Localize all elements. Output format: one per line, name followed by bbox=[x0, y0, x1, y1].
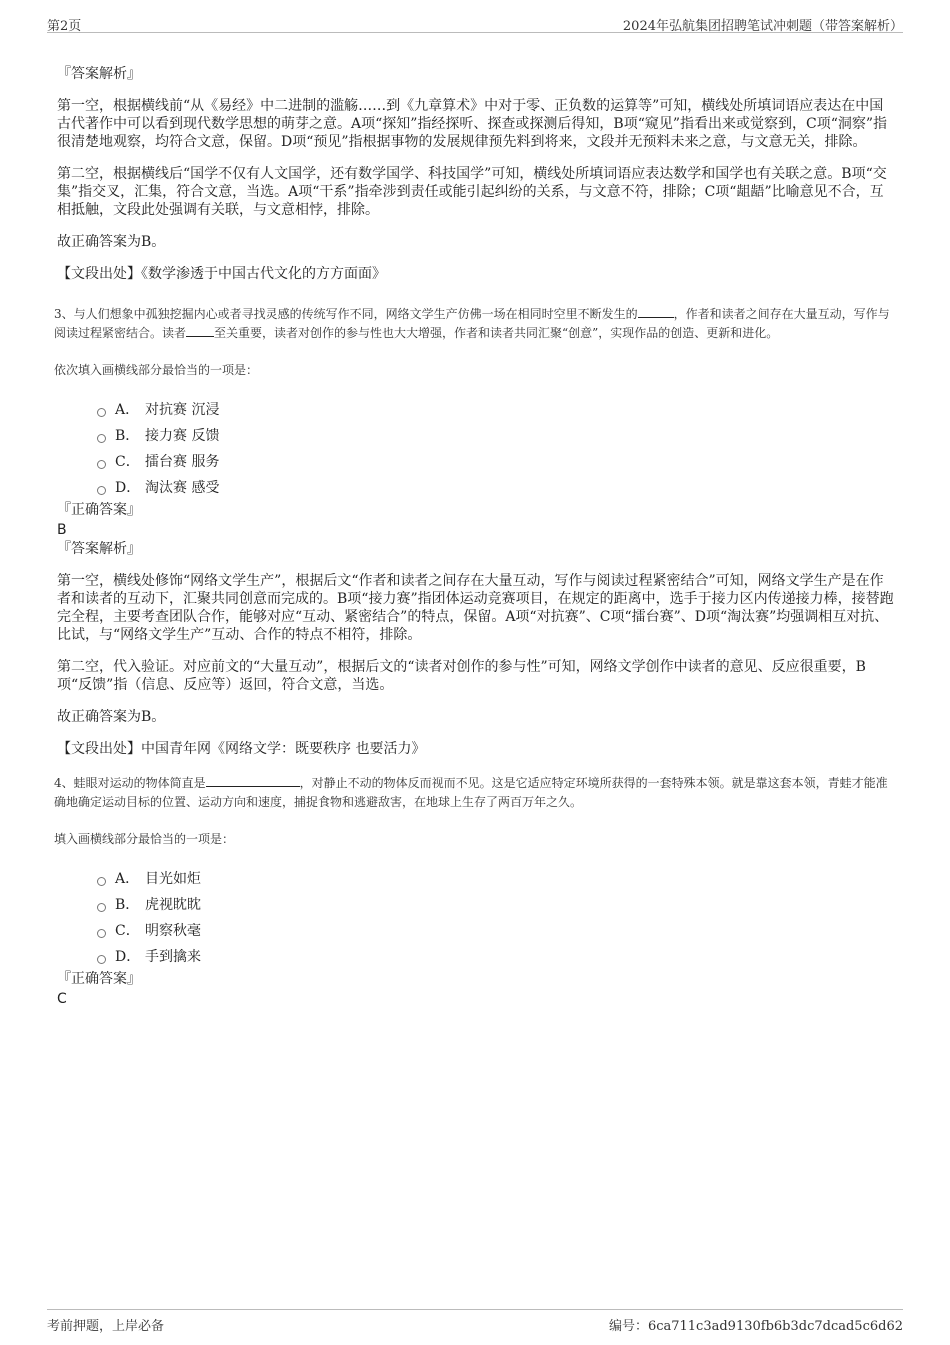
option-d[interactable]: D． 手到擒来 bbox=[57, 944, 897, 970]
radio-button[interactable] bbox=[97, 434, 106, 443]
option-b[interactable]: B． 接力赛 反馈 bbox=[57, 423, 897, 449]
source-citation: 【文段出处】《数学渗透于中国古代文化的方方面面》 bbox=[57, 266, 386, 282]
page-header bbox=[47, 12, 903, 33]
page-footer bbox=[47, 1309, 903, 1334]
analysis-label: 『答案解析』 bbox=[57, 541, 141, 557]
document-title: 2024年弘航集团招聘笔试冲刺题（带答案解析） bbox=[622, 19, 903, 34]
question-stem: 4、蛙眼对运动的物体简直是 ，对静止不动的物体反而视而不见。这是它适应特定环境所获得的一套特殊本领。就是靠这套本领，青蛙才能准确地确定运动目标的位置、运动方向和速度，捕捉食物和逃避敌害，在地球上生存了两百万年之久。 bbox=[54, 776, 888, 809]
radio-button[interactable] bbox=[97, 877, 106, 886]
correct-answer-label: 『正确答案』 bbox=[57, 971, 141, 987]
correct-answer-label: 『正确答案』 bbox=[57, 502, 141, 518]
radio-button[interactable] bbox=[97, 460, 106, 469]
analysis-conclusion: 故正确答案为B。 bbox=[57, 234, 166, 250]
analysis-paragraph: 第二空，根据横线后“国学不仅有人文国学，还有数学国学、科技国学”可知，横线处所填词语应表达数学和国学也有关联之意。B项“交集”指交叉，汇集，符合文意，当选。A项“干系”指牵涉到责任或能引起纠纷的关系，与文意不符，排除；C项“龃龉”比喻意见不合，互相抵触，文段此处强调有关联，与文意相悖，排除。 bbox=[57, 166, 887, 218]
radio-button[interactable] bbox=[97, 903, 106, 912]
option-b[interactable]: B． 虎视眈眈 bbox=[57, 892, 897, 918]
question-stem: 3、与人们想象中孤独挖掘内心或者寻找灵感的传统写作不同，网络文学生产仿佛一场在相同时空里不断发生的 ，作者和读者之间存在大量互动，写作与阅读过程紧密结合。读者 至关重要，读者对创作的参与性也大大增强，作者和读者共同汇聚“创意”，实现作品的创造、更新和进化。 bbox=[54, 307, 890, 340]
analysis-label: 『答案解析』 bbox=[57, 66, 141, 82]
document-id: 编号：6ca711c3ad9130fb6b3dc7dcad5c6d62 bbox=[608, 1319, 903, 1334]
option-a[interactable]: A． 目光如炬 bbox=[57, 866, 897, 892]
question-prompt: 依次填入画横线部分最恰当的一项是： bbox=[54, 363, 259, 377]
fill-blank bbox=[638, 305, 674, 318]
correct-answer: B bbox=[57, 522, 67, 538]
fill-blank bbox=[186, 324, 214, 337]
radio-button[interactable] bbox=[97, 955, 106, 964]
analysis-paragraph: 第二空，代入验证。对应前文的“大量互动”，根据后文的“读者对创作的参与性”可知，网络文学创作中读者的意见、反应很重要，B项“反馈”指（信息、反应等）返回，符合文意，当选。 bbox=[57, 659, 866, 693]
source-citation: 【文段出处】中国青年网《网络文学：既要秩序 也要活力》 bbox=[57, 741, 426, 757]
fill-blank bbox=[206, 774, 300, 787]
analysis-paragraph: 第一空，根据横线前“从《易经》中二进制的滥觞……到《九章算术》中对于零、正负数的运算等”可知，横线处所填词语应表达在中国古代著作中可以看到现代数学思想的萌芽之意。A项“探知”指经探听、探查或探测后得知，B项“窥见”指看出来或觉察到，C项“洞察”指很清楚地观察，均符合文意，保留。D项“预见”指根据事物的发展规律预先料到将来，文段并无预料未来之意，与文意无关，排除。 bbox=[57, 98, 888, 150]
page-number: 第2页 bbox=[47, 19, 82, 34]
radio-button[interactable] bbox=[97, 408, 106, 417]
radio-button[interactable] bbox=[97, 486, 106, 495]
radio-button[interactable] bbox=[97, 929, 106, 938]
options-list bbox=[57, 866, 897, 970]
analysis-conclusion: 故正确答案为B。 bbox=[57, 709, 166, 725]
option-d[interactable]: D． 淘汰赛 感受 bbox=[57, 475, 897, 501]
option-a[interactable]: A． 对抗赛 沉浸 bbox=[57, 397, 897, 423]
option-c[interactable]: C． 明察秋毫 bbox=[57, 918, 897, 944]
document-body bbox=[54, 47, 897, 1009]
analysis-paragraph: 第一空，横线处修饰“网络文学生产”，根据后文“作者和读者之间存在大量互动，写作与阅读过程紧密结合”可知，网络文学生产是在作者和读者的互动下，汇聚共同创意而完成的。B项“接力赛”指团体运动竞赛项目，在规定的距离中，选手于接力区内传递接力棒，接替跑完全程，主要考查团队合作，能够对应“互动、紧密结合”的特点，保留。A项“对抗赛”、C项“擂台赛”、D项“淘汰赛”均强调相互对抗、比试，与“网络文学生产”互动、合作的特点不相符，排除。 bbox=[57, 573, 894, 643]
correct-answer: C bbox=[57, 991, 67, 1007]
option-c[interactable]: C． 擂台赛 服务 bbox=[57, 449, 897, 475]
footer-slogan: 考前押题，上岸必备 bbox=[47, 1319, 165, 1334]
options-list bbox=[57, 397, 897, 501]
question-prompt: 填入画横线部分最恰当的一项是： bbox=[54, 832, 235, 846]
